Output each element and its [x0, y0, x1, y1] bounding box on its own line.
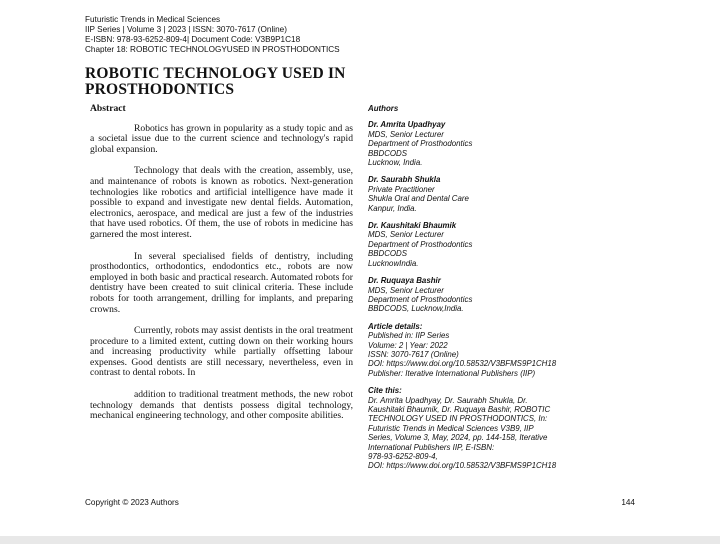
abstract-heading: Abstract	[90, 103, 126, 114]
authors-heading: Authors	[368, 104, 399, 113]
article-details-line: ISSN: 3070-7617 (Online)	[368, 349, 459, 359]
citation-line: Futuristic Trends in Medical Sciences V3B9, IIP	[368, 423, 534, 433]
author-name: Dr. Saurabh Shukla	[368, 175, 441, 185]
chapter-title-line-2: PROSTHODONTICS	[85, 81, 235, 98]
author-affiliation: Private Practitioner	[368, 184, 435, 194]
author-block	[368, 221, 658, 268]
author-affiliation: BBDCODS	[368, 148, 408, 158]
abstract-paragraph: In several specialised fields of dentistry, including prosthodontics, orthodontics, endodontics etc., robots are now employed in both basic and practical research. Automated robots for dentistry have been created to suit clinical criteria. These include robots for tooth arrangement, drilling for implants, and preparing crowns.	[90, 250, 353, 315]
article-details-line: Publisher: Iterative International Publishers (IIP)	[368, 368, 536, 378]
citation-line: TECHNOLOGY USED IN PROSTHODONTICS, In:	[368, 414, 548, 424]
doi-link[interactable]: DOI: https://www.doi.org/10.58532/V3BFMS9P1CH18	[368, 359, 557, 369]
citation-line: Kaushitaki Bhaumik, Dr. Ruquaya Bashir, ROBOTIC	[368, 404, 551, 414]
cite-this	[368, 386, 658, 471]
author-affiliation: LucknowIndia.	[368, 258, 419, 268]
author-affiliation: Kanpur, India.	[368, 203, 417, 213]
author-affiliation: Lucknow, India.	[368, 158, 423, 168]
abstract-paragraph: Robotics has grown in popularity as a study topic and as a societal issue due to the current science and technology's rapid global expansion.	[90, 122, 353, 155]
citation-line: 978-93-6252-809-4,	[368, 452, 438, 461]
author-affiliation: Department of Prosthodontics	[368, 294, 473, 304]
citation-line: Series, Volume 3, May, 2024, pp. 144-158, Iterative	[368, 433, 548, 443]
article-details	[368, 322, 658, 378]
author-affiliation: BBDCODS	[368, 249, 408, 259]
article-details-line: Volume: 2 | Year: 2022	[368, 340, 448, 350]
chapter-title	[85, 66, 645, 98]
author-block	[368, 120, 658, 167]
running-header	[85, 15, 645, 55]
author-affiliation: Department of Prosthodontics	[368, 239, 473, 249]
article-details-line: Published in: IIP Series	[368, 331, 450, 341]
page-footer	[85, 498, 635, 507]
author-affiliation: BBDCODS, Lucknow,India.	[368, 304, 464, 314]
article-details-heading: Article details:	[368, 321, 423, 331]
header-book-title: Futuristic Trends in Medical Sciences	[85, 15, 221, 24]
author-block	[368, 175, 658, 213]
abstract-paragraph: addition to traditional treatment methods, the new robot technology demands that dentists possess digital technology, mechanical engineering technology, and other composite abilities.	[90, 389, 353, 422]
abstract-paragraph: Currently, robots may assist dentists in the oral treatment procedure to a limited extent, cutting down on their working hours and increasing productivity while partially offsetting labour expenses. Good dentists are still necessary, nevertheless, even in contrast to dental robots. In	[90, 325, 353, 379]
header-isbn: E-ISBN: 978-93-6252-809-4| Document Code: V3B9P1C18	[85, 35, 301, 44]
author-affiliation: MDS, Senior Lecturer	[368, 285, 444, 295]
author-affiliation: Department of Prosthodontics	[368, 139, 473, 149]
author-name: Dr. Kaushitaki Bhaumik	[368, 221, 457, 231]
sidebar-column	[368, 104, 658, 479]
citation-line: International Publishers IIP, E-ISBN:	[368, 442, 495, 452]
author-affiliation: Shukla Oral and Dental Care	[368, 194, 469, 204]
header-chapter: Chapter 18: ROBOTIC TECHNOLOGYUSED IN PROSTHODONTICS	[85, 45, 340, 54]
header-series: IIP Series | Volume 3 | 2023 | ISSN: 3070-7617 (Online)	[85, 25, 287, 34]
abstract-column	[90, 104, 353, 433]
author-affiliation: MDS, Senior Lecturer	[368, 230, 444, 240]
author-name: Dr. Ruquaya Bashir	[368, 276, 441, 286]
doi-link[interactable]: DOI: https://www.doi.org/10.58532/V3BFMS9P1CH18	[368, 461, 557, 471]
citation-line: Dr. Amrita Upadhyay, Dr. Saurabh Shukla, Dr.	[368, 395, 528, 405]
viewer-bottom-edge	[0, 536, 720, 544]
chapter-title-line-1: ROBOTIC TECHNOLOGY USED IN	[85, 65, 346, 82]
abstract-paragraph: Technology that deals with the creation, assembly, use, and maintenance of robots is known as robotics. Next-generation technologies like robotics and artificial intelligence have made it possible to expand and investigate new dental fields. Automation, electronics, aerospace, and medical are just a few of the industries that have used robotics. Of them, the use of robots in medicine has garnered the most interest.	[90, 165, 353, 240]
page-number: 144	[621, 498, 635, 507]
cite-heading: Cite this:	[368, 386, 402, 396]
copyright-text: Copyright © 2023 Authors	[85, 498, 179, 507]
author-affiliation: MDS, Senior Lecturer	[368, 129, 444, 139]
author-block	[368, 276, 658, 314]
author-name: Dr. Amrita Upadhyay	[368, 120, 446, 130]
